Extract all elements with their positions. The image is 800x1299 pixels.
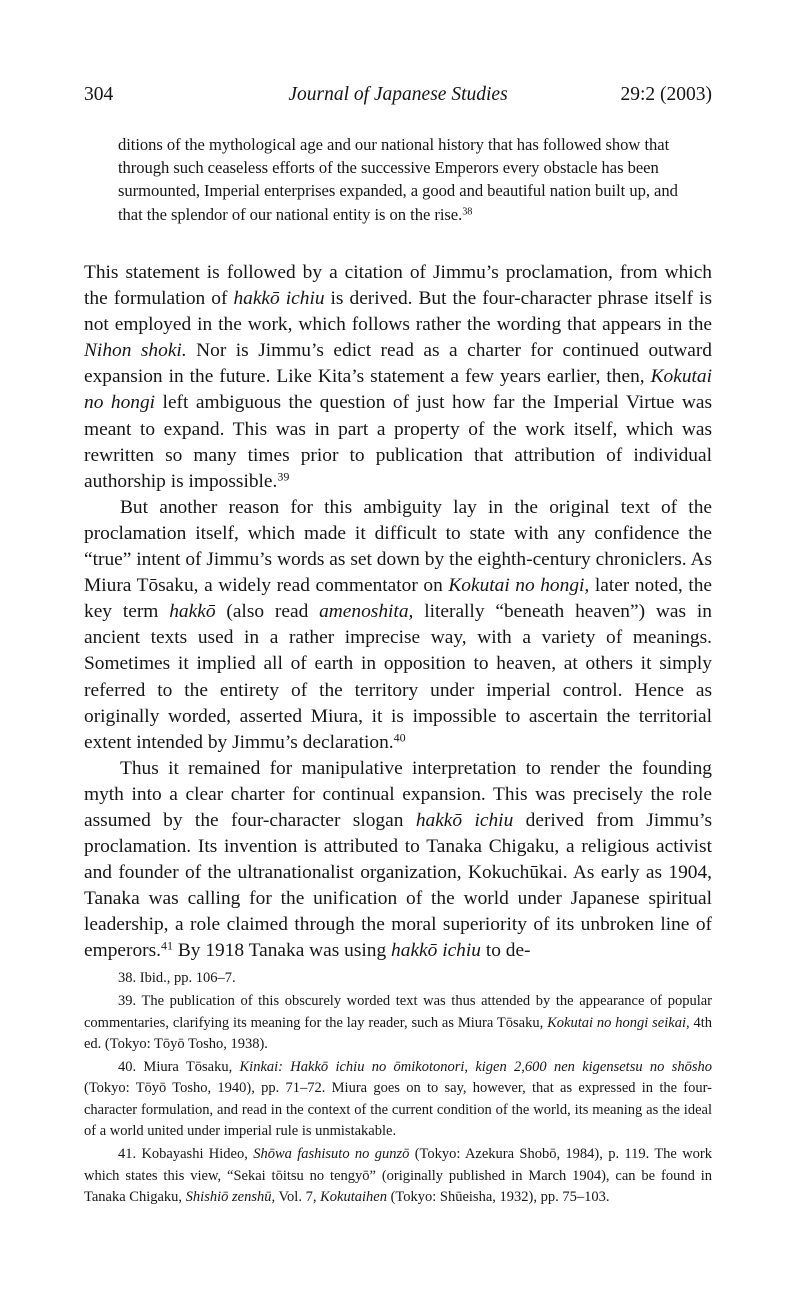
italic-title: Shōwa fashisuto no gunzō	[253, 1146, 410, 1163]
italic-term: amenoshita,	[319, 601, 414, 623]
footnote-text: The publication of this obscurely worded text was thus attended by the appearance of popular commentaries, clarifying its meaning for the lay reader, such as Miura Tōsaku,	[84, 993, 712, 1031]
issue-info: 29:2 (2003)	[620, 84, 712, 105]
footnote-39	[84, 991, 712, 1055]
footnote-ref-38[interactable]: 38	[462, 205, 473, 217]
block-quote-text: ditions of the mythological age and our national history that has followed show that through such ceaseless efforts of the successive Emperors every obstacle has been surmounted, Imperial enterprises expanded, a good and beautiful nation built up, and that the splendor of our national entity is on the rise.	[118, 135, 678, 224]
text-run: This statement is followed by a citation of Jimmu’s proclamation, from which the formulation of	[84, 262, 712, 310]
footnote-text: (Tokyo: Shūeisha, 1932), pp. 75–103.	[386, 1188, 610, 1205]
text-run: Thus it remained for manipulative interpretation to render the founding myth into a clear charter for continual expansion. This was precisely the role assumed by the four-character slogan	[84, 757, 712, 831]
footnote-41	[84, 1144, 712, 1208]
footnote-number: 38.	[118, 970, 137, 986]
footnote-text: Vol. 7,	[275, 1188, 321, 1205]
footnote-text: Miura Tōsaku,	[136, 1059, 240, 1076]
text-run: derived from Jimmu’s proclamation. Its invention is attributed to Tanaka Chigaku, a religious activist and founder of the ultranationalist organization, Kokuchūkai. As early as 1904, Tanaka was calling for the unification of the world under Japanese spiritual leadership, a role claimed through the moral superiority of its unbroken line of emperors.	[84, 809, 712, 962]
footnote-number: 39.	[118, 993, 137, 1010]
footnote-text: Kobayashi Hideo,	[136, 1146, 254, 1163]
text-run: (also read	[215, 601, 320, 623]
footnote-ref-39[interactable]: 39	[277, 469, 290, 484]
footnote-number: 40.	[118, 1059, 137, 1076]
italic-title: Kokutai no hongi seikai,	[547, 1014, 690, 1031]
footnotes	[84, 968, 712, 1210]
footnote-text: (Tokyo: Azekura Shobō, 1984), p. 119. The work which states this view, “Sekai tōitsu no tengyō” (originally published in March 1904), can be found in Tanaka Chigaku,	[84, 1146, 712, 1205]
text-run: is derived. But the four-character phrase itself is not employed in the work, which follows rather the wording that appears in the	[84, 288, 712, 336]
text-run: By 1918 Tanaka was using	[173, 940, 392, 962]
text-run: literally “beneath heaven”) was in ancient texts used in a rather imprecise way, with a variety of meanings. Sometimes it implied all of earth in opposition to heaven, at others it simply referred to the entirety of the territory under imperial control. Hence as originally worded, asserted Miura, it is impossible to ascertain the territorial extent intended by Jimmu’s declaration.	[84, 601, 712, 753]
paragraph-3	[84, 756, 712, 965]
text-run: But another reason for this ambiguity lay in the original text of the proclamation itself, which made it difficult to state with any confidence the “true” intent of Jimmu’s words as set down by the eighth-century chroniclers. As Miura Tōsaku, a widely read commentator on	[84, 496, 712, 597]
footnote-ref-41[interactable]: 41	[161, 938, 174, 953]
footnote-40	[84, 1057, 712, 1142]
footnote-number: 41.	[118, 1146, 137, 1163]
italic-term: hakkō	[169, 601, 216, 623]
text-run: Nor is Jimmu’s edict read as a charter for continued outward expansion in the future. Like Kita’s statement a few years earlier, then,	[84, 340, 712, 388]
footnote-text: Ibid., pp. 106–7.	[136, 970, 236, 986]
block-quote	[118, 133, 688, 226]
italic-title: Shishiō zenshū,	[185, 1188, 276, 1205]
italic-term: hakkō ichiu	[233, 288, 325, 310]
page-number: 304	[84, 84, 114, 105]
body-text	[84, 260, 712, 965]
italic-term: Nihon shoki.	[84, 340, 187, 362]
footnote-ref-40[interactable]: 40	[393, 730, 406, 745]
italic-title: Kokutaihen	[320, 1188, 387, 1205]
text-run: left ambiguous the question of just how far the Imperial Virtue was meant to expand. This was in part a property of the work itself, which was rewritten so many times prior to publication that attribution of individual authorship is impossible.	[84, 392, 712, 492]
running-header	[84, 84, 712, 114]
footnote-38	[84, 968, 712, 989]
italic-term: Kokutai no hongi	[84, 366, 712, 414]
footnote-text: 4th ed. (Tokyo: Tōyō Tosho, 1938).	[84, 1014, 713, 1052]
journal-title: Journal of Japanese Studies	[288, 84, 508, 105]
paragraph-1	[84, 260, 712, 495]
paragraph-2	[84, 495, 712, 756]
text-run: later noted, the key term	[84, 575, 713, 623]
italic-title: Kinkai: Hakkō ichiu no ōmikotonori, kigen 2,600 nen kigensetsu no shōsho	[239, 1059, 712, 1076]
italic-term: hakkō ichiu	[391, 940, 481, 962]
text-run: to de-	[480, 940, 531, 962]
italic-term: Kokutai no hongi,	[448, 575, 590, 597]
italic-term: hakkō ichiu	[415, 809, 514, 831]
footnote-text: (Tokyo: Tōyō Tosho, 1940), pp. 71–72. Miura goes on to say, however, that as expressed in the four-character formulation, and read in the context of the current condition of the world, its meaning as the ideal of a world united under imperial rule is unmistakable.	[84, 1080, 712, 1140]
